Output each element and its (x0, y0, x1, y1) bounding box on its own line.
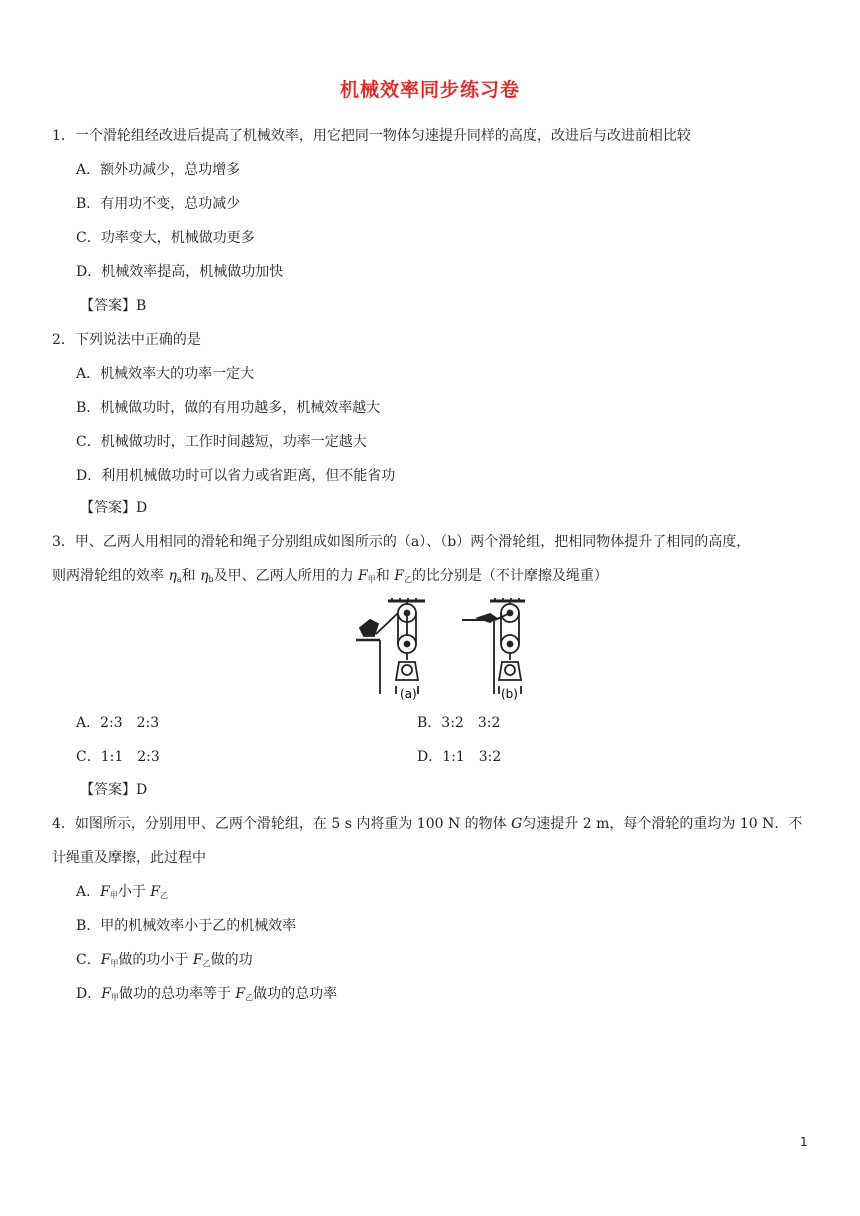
force-subscript-jia: 甲 (367, 575, 376, 584)
page-number: 1 (800, 1135, 808, 1149)
question-2-option-a: A．机械效率大的功率一定大 (76, 366, 255, 382)
question-2-option-b: B．机械做功时，做的有用功越多，机械效率越大 (76, 400, 381, 416)
option-prefix: A． (76, 884, 101, 900)
q3-text: 的比分别是（不计摩擦及绳重） (411, 568, 608, 584)
question-2-answer: 【答案】D (80, 500, 148, 516)
force-subscript-yi: 乙 (403, 575, 412, 584)
force-symbol: F (150, 884, 161, 900)
question-2-stem: 2．下列说法中正确的是 (52, 332, 201, 348)
question-3-stem-line1: 3．甲、乙两人用相同的滑轮和绳子分别组成如图所示的（a）、（b）两个滑轮组，把相同物体提升了相同的高度， (52, 534, 751, 550)
q4-text: 做的功小于 (118, 952, 193, 968)
question-4-option-a (76, 882, 168, 906)
force-symbol: F (101, 986, 111, 1002)
question-1-option-b: B．有用功不变，总功减少 (76, 196, 241, 212)
force-subscript-jia: 甲 (110, 959, 119, 968)
question-3-option-d: D．1:1 3:2 (417, 749, 502, 765)
pulley-figure (350, 598, 540, 704)
question-4-option-d (76, 984, 337, 1008)
eta-subscript-a: a (176, 575, 182, 584)
question-3-option-b: B．3:2 3:2 (417, 715, 501, 731)
force-symbol: F (358, 568, 368, 584)
force-subscript-yi: 乙 (160, 891, 169, 900)
figure-label-b: (b) (501, 687, 518, 700)
q4-text: 4．如图所示，分别用甲、乙两个滑轮组，在 5 s 内将重为 100 N 的物体 (52, 816, 512, 832)
question-1-stem: 1．一个滑轮组经改进后提高了机械效率，用它把同一物体匀速提升同样的高度，改进后与改进前相比较 (52, 128, 691, 144)
question-4-stem-line1 (52, 814, 802, 834)
question-3-answer: 【答案】D (80, 782, 148, 798)
q3-text: 和 (375, 568, 395, 584)
force-symbol: F (394, 568, 404, 584)
eta-symbol: η (200, 568, 209, 584)
force-symbol: F (100, 952, 111, 968)
force-subscript-yi: 乙 (245, 993, 254, 1002)
question-2-option-d: D．利用机械做功时可以省力或省距离，但不能省功 (76, 468, 396, 484)
q4-text: 小于 (117, 884, 151, 900)
question-1-option-d: D．机械效率提高，机械做功加快 (76, 264, 284, 280)
pulley-diagram (350, 598, 540, 700)
option-prefix: C． (76, 952, 101, 968)
question-4-option-c (76, 950, 253, 974)
force-symbol: F (100, 884, 110, 900)
q4-text: 匀速提升 2 m，每个滑轮的重均为 10 N．不 (522, 816, 803, 832)
question-2-option-c: C．机械做功时，工作时间越短，功率一定越大 (76, 434, 367, 450)
question-1-answer: 【答案】B (80, 298, 147, 314)
q3-text: 则两滑轮组的效率 (52, 568, 169, 584)
force-symbol: F (235, 986, 246, 1002)
q3-text: 及甲、乙两人所用的力 (213, 568, 359, 584)
question-3-option-c: C．1:1 2:3 (76, 749, 160, 765)
figure-label-a: (a) (400, 687, 417, 700)
force-symbol: F (192, 952, 203, 968)
question-3-stem-line2 (52, 566, 608, 590)
question-3-option-a: A．2:3 2:3 (76, 715, 160, 731)
eta-subscript-b: b (208, 575, 214, 584)
force-subscript-jia: 甲 (109, 891, 118, 900)
page-title: 机械效率同步练习卷 (339, 79, 520, 101)
q4-text: 做功的总功率等于 (118, 986, 236, 1002)
q4-text: 做的功 (210, 952, 253, 968)
q4-text: 做功的总功率 (253, 986, 338, 1002)
question-4-option-b: B．甲的机械效率小于乙的机械效率 (76, 918, 297, 934)
question-1-option-a: A．额外功减少，总功增多 (76, 162, 241, 178)
question-1-option-c: C．功率变大，机械做功更多 (76, 230, 255, 246)
question-4-stem-line2: 计绳重及摩擦，此过程中 (52, 850, 206, 866)
q3-text: 和 (181, 568, 201, 584)
weight-symbol: G (511, 816, 523, 832)
force-subscript-yi: 乙 (202, 959, 211, 968)
force-subscript-jia: 甲 (110, 993, 119, 1002)
eta-symbol: η (168, 568, 177, 584)
option-prefix: D． (76, 986, 102, 1002)
